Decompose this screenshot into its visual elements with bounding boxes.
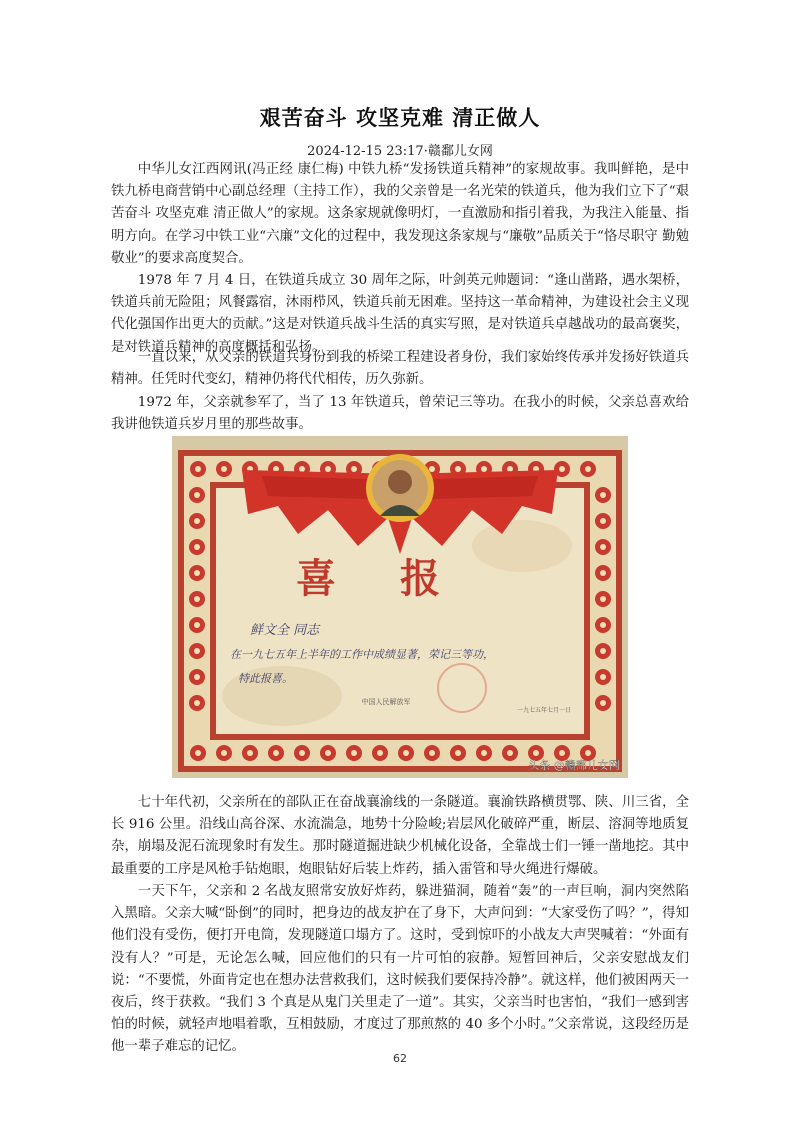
frame-rosette-center <box>600 596 606 602</box>
frame-rosette-center <box>585 466 591 472</box>
frame-rosette-center <box>377 750 383 756</box>
frame-rosette-center <box>194 570 200 576</box>
frame-rosette-center <box>221 466 227 472</box>
frame-rosette-center <box>429 750 435 756</box>
frame-rosette-center <box>273 750 279 756</box>
frame-rosette-center <box>299 750 305 756</box>
frame-rosette-center <box>351 466 357 472</box>
paragraph-5: 七十年代初，父亲所在的部队正在奋战襄渝线的一条隧道。襄渝铁路横贯鄂、陕、川三省，全长 916 公里。沿线山高谷深、水流湍急，地势十分险峻;岩层风化破碎严重，断层、溶洞等地质复杂，崩塌及泥石流现象时有发生。那时隧道掘进缺少机械化设备，全靠战士们一锤一凿地挖。其中最重要的工序是风枪手钻炮眼，炮眼钻好后装上炸药，插入雷管和导火绳进行爆破。 <box>111 795 689 877</box>
frame-rosette-center <box>600 648 606 654</box>
frame-rosette-center <box>299 466 305 472</box>
frame-rosette-center <box>247 750 253 756</box>
frame-rosette-center <box>481 750 487 756</box>
paragraph-2: 1978 年 7 月 4 日，在铁道兵成立 30 周年之际，叶剑英元帅题词：“逢山凿路，遇水架桥，铁道兵前无险阻；风餐露宿，沐雨栉风，铁道兵前无困难。坚持这一革命精神，为建设社会主义现代化强国作出更大的贡献。”这是对铁道兵战斗生活的真实写照，是对铁道兵卓越战功的最高褒奖，是对铁道兵精神的高度概括和弘扬。 <box>111 273 689 355</box>
certificate-image <box>172 436 628 778</box>
frame-rosette-center <box>600 622 606 628</box>
frame-rosette-center <box>403 750 409 756</box>
frame-rosette-center <box>194 492 200 498</box>
frame-rosette-center <box>429 466 435 472</box>
article-title: 艰苦奋斗 攻坚克难 清正做人 <box>259 106 541 130</box>
paragraph-1: 中华儿女江西网讯(冯正经 康仁梅) 中铁九桥“发扬铁道兵精神”的家规故事。我叫鲜艳，是中铁九桥电商营销中心副总经理（主持工作），我的父亲曾是一名光荣的铁道兵，他为我们立下了“艰苦奋斗 攻坚克难 清正做人”的家规。这条家规就像明灯，一直激励和指引着我，为我注入能量、指明方向。在学习中铁工业“六廉”文化的过程中，我发现这条家规与“廉敬”品质关于“恪尽职守 勤勉敬业”的要求高度契合。 <box>111 162 689 266</box>
frame-rosette-center <box>600 492 606 498</box>
frame-rosette-center <box>325 750 331 756</box>
frame-rosette-center <box>481 466 487 472</box>
frame-rosette-center <box>194 674 200 680</box>
frame-rosette-center <box>194 648 200 654</box>
frame-rosette-center <box>600 674 606 680</box>
frame-rosette-center <box>507 750 513 756</box>
photo-watermark: 头条 @赣鄱儿女网 <box>528 759 620 772</box>
certificate-issuer: 中国人民解放军 <box>361 698 411 706</box>
frame-rosette-center <box>194 596 200 602</box>
frame-rosette-center <box>194 622 200 628</box>
article-meta: 2024-12-15 23:17·赣鄱儿女网 <box>307 144 493 159</box>
frame-rosette-center <box>559 466 565 472</box>
frame-rosette-center <box>455 750 461 756</box>
frame-rosette-center <box>600 518 606 524</box>
frame-rosette-center <box>507 466 513 472</box>
certificate-photo <box>172 436 628 778</box>
frame-rosette-center <box>533 750 539 756</box>
frame-rosette-center <box>194 518 200 524</box>
frame-rosette-center <box>351 750 357 756</box>
frame-rosette-center <box>559 750 565 756</box>
certificate-recipient: 鲜文全 同志 <box>250 623 320 638</box>
certificate-heading: 喜报 <box>296 555 504 602</box>
page-number: 62 <box>393 1052 407 1065</box>
frame-rosette-center <box>600 570 606 576</box>
paragraph-6: 一天下午，父亲和 2 名战友照常安放好炸药，躲进猫洞，随着“轰”的一声巨响，洞内突然陷入黑暗。父亲大喊“卧倒”的同时，把身边的战友护在了身下，大声问到：“大家受伤了吗？”，得知他们没有受伤，便打开电筒，发现隧道口塌方了。这时，受到惊吓的小战友大声哭喊着：“外面有没有人？”可是，无论怎么喊，回应他们的只有一片可怕的寂静。短暂回神后，父亲安慰战友们说：“不要慌，外面肯定也在想办法营救我们，这时候我们要保持冷静”。就这样，他们被困两天一夜后，终于获救。“我们 3 个真是从鬼门关里走了一道”。其实，父亲当时也害怕，“我们一感到害怕的时候，就轻声地唱着歌，互相鼓励，才度过了那煎熬的 40 多个小时。”父亲常说，这段经历是他一辈子难忘的记忆。 <box>111 884 689 1055</box>
paragraph-4: 1972 年，父亲就参军了，当了 13 年铁道兵，曾荣记三等功。在我小的时候，父亲总喜欢给我讲他铁道兵岁月里的那些故事。 <box>111 395 689 433</box>
frame-rosette-center <box>325 466 331 472</box>
portrait-face <box>388 470 412 494</box>
frame-rosette-center <box>195 466 201 472</box>
frame-rosette-center <box>455 466 461 472</box>
frame-rosette-center <box>600 544 606 550</box>
frame-rosette-center <box>221 750 227 756</box>
frame-rosette-center <box>194 544 200 550</box>
paragraph-3: 一直以来，从父亲的铁道兵身份到我的桥梁工程建设者身份，我们家始终传承并发扬好铁道兵精神。任凭时代变幻，精神仍将代代相传，历久弥新。 <box>111 350 689 388</box>
frame-rosette-center <box>585 750 591 756</box>
frame-rosette-center <box>195 750 201 756</box>
certificate-date: 一九七五年七月一日 <box>516 707 572 714</box>
frame-rosette-center <box>194 700 200 706</box>
frame-rosette-center <box>600 700 606 706</box>
certificate-citation-2: 特此报喜。 <box>238 672 293 685</box>
certificate-citation-1: 在一九七五年上半年的工作中成绩显著，荣记三等功， <box>230 648 494 661</box>
